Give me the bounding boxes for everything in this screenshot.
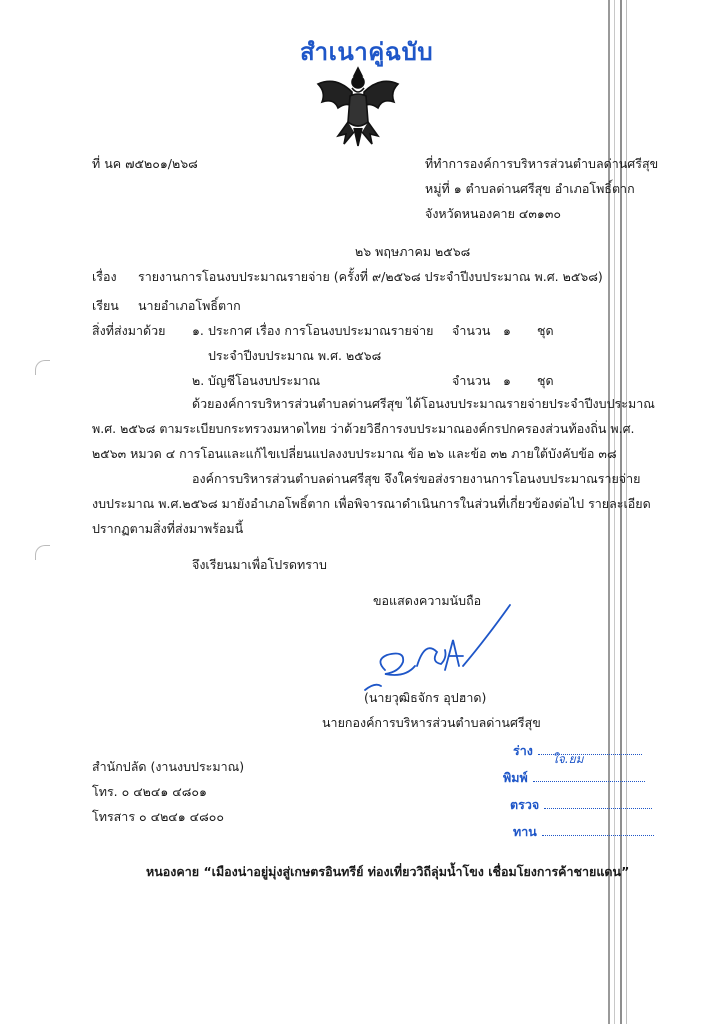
phone: โทร. ๐ ๔๒๔๑ ๔๘๐๑ [92, 784, 207, 799]
punch-hole-mark [35, 360, 50, 375]
copy-stamp-title: สำเนาคู่ฉบับ [300, 38, 434, 66]
fax: โทรสาร ๐ ๔๒๔๑ ๔๘๐๐ [92, 809, 225, 824]
body-para1-line-2: พ.ศ. ๒๕๖๘ ตามระเบียบกระทรวงมหาดไทย ว่าด้วยวิธีการงบประมาณองค์กรปกครองส่วนท้องถิ่น พ.ศ. [92, 421, 635, 436]
enclosure-1-number: ๑. [192, 323, 204, 338]
approval-line [544, 808, 652, 809]
sender-address-line-3: จังหวัดหนองคาย ๔๓๑๓๐ [425, 206, 561, 221]
enclosure-1-unit: ชุด [537, 323, 554, 338]
approval-row-typed [503, 767, 645, 788]
approval-line [538, 752, 642, 766]
approval-line [542, 835, 654, 836]
signer-position: นายกองค์การบริหารส่วนตำบลด่านศรีสุข [322, 715, 541, 730]
body-para2-line-3: ปรากฏตามสิ่งที่ส่งมาพร้อมนี้ [92, 521, 244, 536]
enclosure-2-text: บัญชีโอนงบประมาณ [208, 373, 321, 388]
body-para2-line-1: องค์การบริหารส่วนตำบลด่านศรีสุข จึงใคร่ขอส่งรายงานการโอนงบประมาณรายจ่าย [192, 471, 641, 486]
approval-label-reviewed: ทาน [513, 824, 537, 839]
reference-number: ที่ นค ๗๕๒๐๑/๒๖๘ [92, 156, 198, 171]
approval-label-typed: พิมพ์ [503, 770, 528, 785]
handwritten-signature [345, 600, 515, 695]
punch-hole-mark [35, 545, 50, 560]
enclosure-1-continuation: ประจำปีงบประมาณ พ.ศ. ๒๕๖๘ [208, 348, 382, 363]
subject-label: เรื่อง [92, 269, 117, 284]
body-para1-line-1: ด้วยองค์การบริหารส่วนตำบลด่านศรีสุข ได้โอนงบประมาณรายจ่ายประจำปีงบประมาณ [192, 396, 655, 411]
enclosure-2-unit: ชุด [537, 373, 554, 388]
enclosure-2-qty-label: จำนวน [452, 373, 491, 388]
body-para1-line-3: ๒๕๖๓ หมวด ๔ การโอนและแก้ไขเปลี่ยนแปลงงบประมาณ ข้อ ๒๖ และข้อ ๓๒ ภายใต้บังคับข้อ ๓๘ [92, 446, 617, 461]
sender-address-line-2: หมู่ที่ ๑ ตำบลด่านศรีสุข อำเภอโพธิ์ตาก [425, 181, 635, 196]
approval-label-draft: ร่าง [513, 743, 533, 758]
recipient-text: นายอำเภอโพธิ์ตาก [138, 298, 241, 313]
department: สำนักปลัด (งานงบประมาณ) [92, 759, 245, 774]
approval-row-reviewed [513, 821, 654, 842]
salutation: ขอแสดงความนับถือ [373, 593, 482, 608]
closing-line: จึงเรียนมาเพื่อโปรดทราบ [192, 557, 327, 572]
approval-row-checked [510, 794, 652, 815]
sender-address-line-1: ที่ทำการองค์การบริหารส่วนตำบลด่านศรีสุข [425, 156, 659, 171]
provincial-slogan: หนองคาย “เมืองน่าอยู่มุ่งสู่เกษตรอินทรีย์ ท่องเที่ยววิถีลุ่มน้ำโขง เชื่อมโยงการค้าชายแดน” [146, 864, 630, 879]
garuda-emblem-icon [308, 62, 408, 150]
enclosures-label: สิ่งที่ส่งมาด้วย [92, 323, 166, 338]
letter-date: ๒๖ พฤษภาคม ๒๕๖๘ [355, 244, 471, 259]
recipient-label: เรียน [92, 298, 119, 313]
approval-row-draft [513, 740, 642, 766]
enclosure-2-number: ๒. [192, 373, 205, 388]
approval-label-checked: ตรวจ [510, 797, 540, 812]
enclosure-1-qty: ๑ [503, 323, 511, 338]
signer-name: (นายวุฒิธจักร อุปฮาด) [364, 690, 487, 705]
subject-text: รายงานการโอนงบประมาณรายจ่าย (ครั้งที่ ๙/๒๕๖๘ ประจำปีงบประมาณ พ.ศ. ๒๕๖๘) [138, 269, 603, 284]
enclosure-1-qty-label: จำนวน [452, 323, 491, 338]
approval-line [533, 781, 645, 782]
body-para2-line-2: งบประมาณ พ.ศ.๒๕๖๘ มายังอำเภอโพธิ์ตาก เพื่อพิจารณาดำเนินการในส่วนที่เกี่ยวข้องต่อไป รายละเอียด [92, 496, 651, 511]
enclosure-1-text: ประกาศ เรื่อง การโอนงบประมาณรายจ่าย [208, 323, 434, 338]
draft-initials: ใจ.ยม [551, 752, 584, 766]
enclosure-2-qty: ๑ [503, 373, 511, 388]
